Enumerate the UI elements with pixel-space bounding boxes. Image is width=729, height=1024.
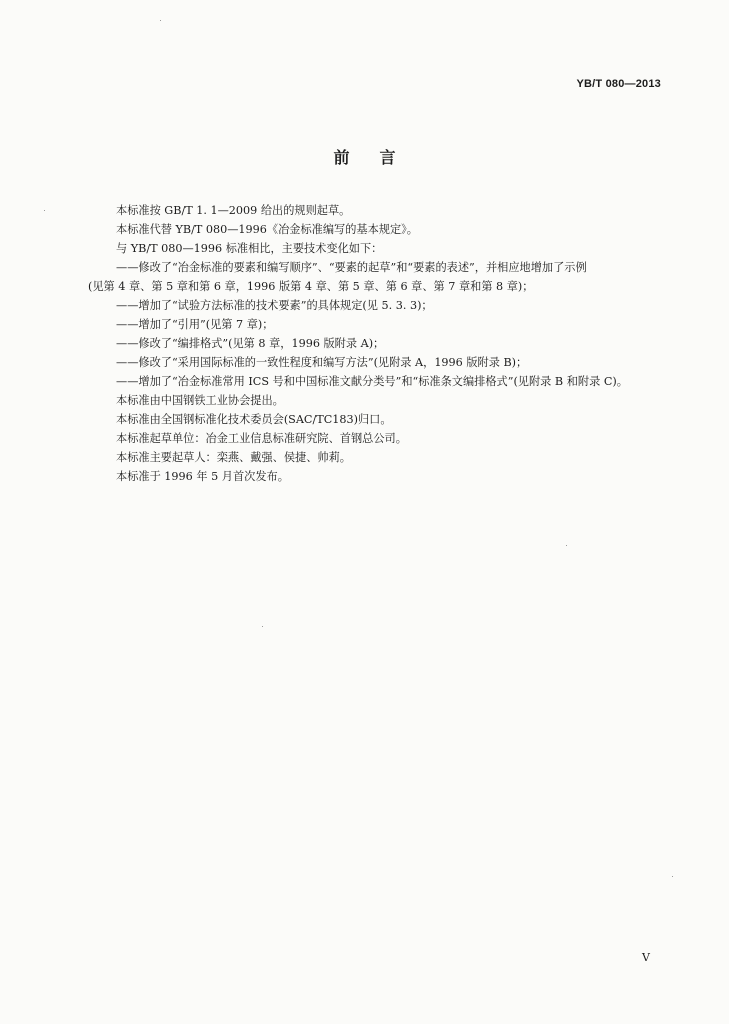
paragraph-replaces: 本标准代替 YB/T 080—1996《冶金标准编写的基本规定》。 [116, 223, 418, 236]
page-number: V [642, 951, 650, 964]
standard-code: YB/T 080—2013 [576, 78, 661, 90]
change-item: ——增加了“试验方法标准的技术要素”的具体规定(见 5. 3. 3)； [116, 299, 433, 312]
paragraph-drafting-rules: 本标准按 GB/T 1. 1—2009 给出的规则起草。 [116, 204, 351, 217]
scan-speck [44, 210, 45, 211]
scan-speck [160, 20, 161, 21]
paragraph-proposed-by: 本标准由中国钢铁工业协会提出。 [116, 394, 284, 407]
change-item [88, 258, 658, 296]
change-item: ——修改了“采用国际标准的一致性程度和编写方法”(见附录 A，1996 版附录 B)； [116, 356, 528, 369]
paragraph-first-issued: 本标准于 1996 年 5 月首次发布。 [116, 470, 289, 483]
change-item: ——修改了“编排格式”(见第 8 章，1996 版附录 A)； [116, 337, 385, 350]
page-title: 前言 [333, 148, 426, 167]
paragraph-centralized-by: 本标准由全国钢标准化技术委员会(SAC/TC183)归口。 [116, 413, 392, 426]
scan-speck [672, 876, 673, 877]
change-item-line: ——修改了“冶金标准的要素和编写顺序”、“要素的起草”和“要素的表述”，并相应地增加了示例 [116, 261, 587, 274]
change-item: ——增加了“引用”(见第 7 章)； [116, 318, 274, 331]
paragraph-drafting-units: 本标准起草单位：冶金工业信息标准研究院、首钢总公司。 [116, 432, 407, 445]
scan-speck [566, 545, 567, 546]
paragraph-drafters: 本标准主要起草人：栾燕、戴强、侯捷、帅莉。 [116, 451, 351, 464]
paragraph-changes-intro: 与 YB/T 080—1996 标准相比，主要技术变化如下： [116, 242, 383, 255]
change-item-continuation: (见第 4 章、第 5 章和第 6 章，1996 版第 4 章、第 5 章、第 6 章、第 7 章和第 8 章)； [88, 280, 534, 293]
scan-speck [262, 626, 263, 627]
foreword-body [88, 201, 658, 486]
change-item: ——增加了“冶金标准常用 ICS 号和中国标准文献分类号”和“标准条文编排格式”(见附录 B 和附录 C)。 [116, 375, 628, 388]
